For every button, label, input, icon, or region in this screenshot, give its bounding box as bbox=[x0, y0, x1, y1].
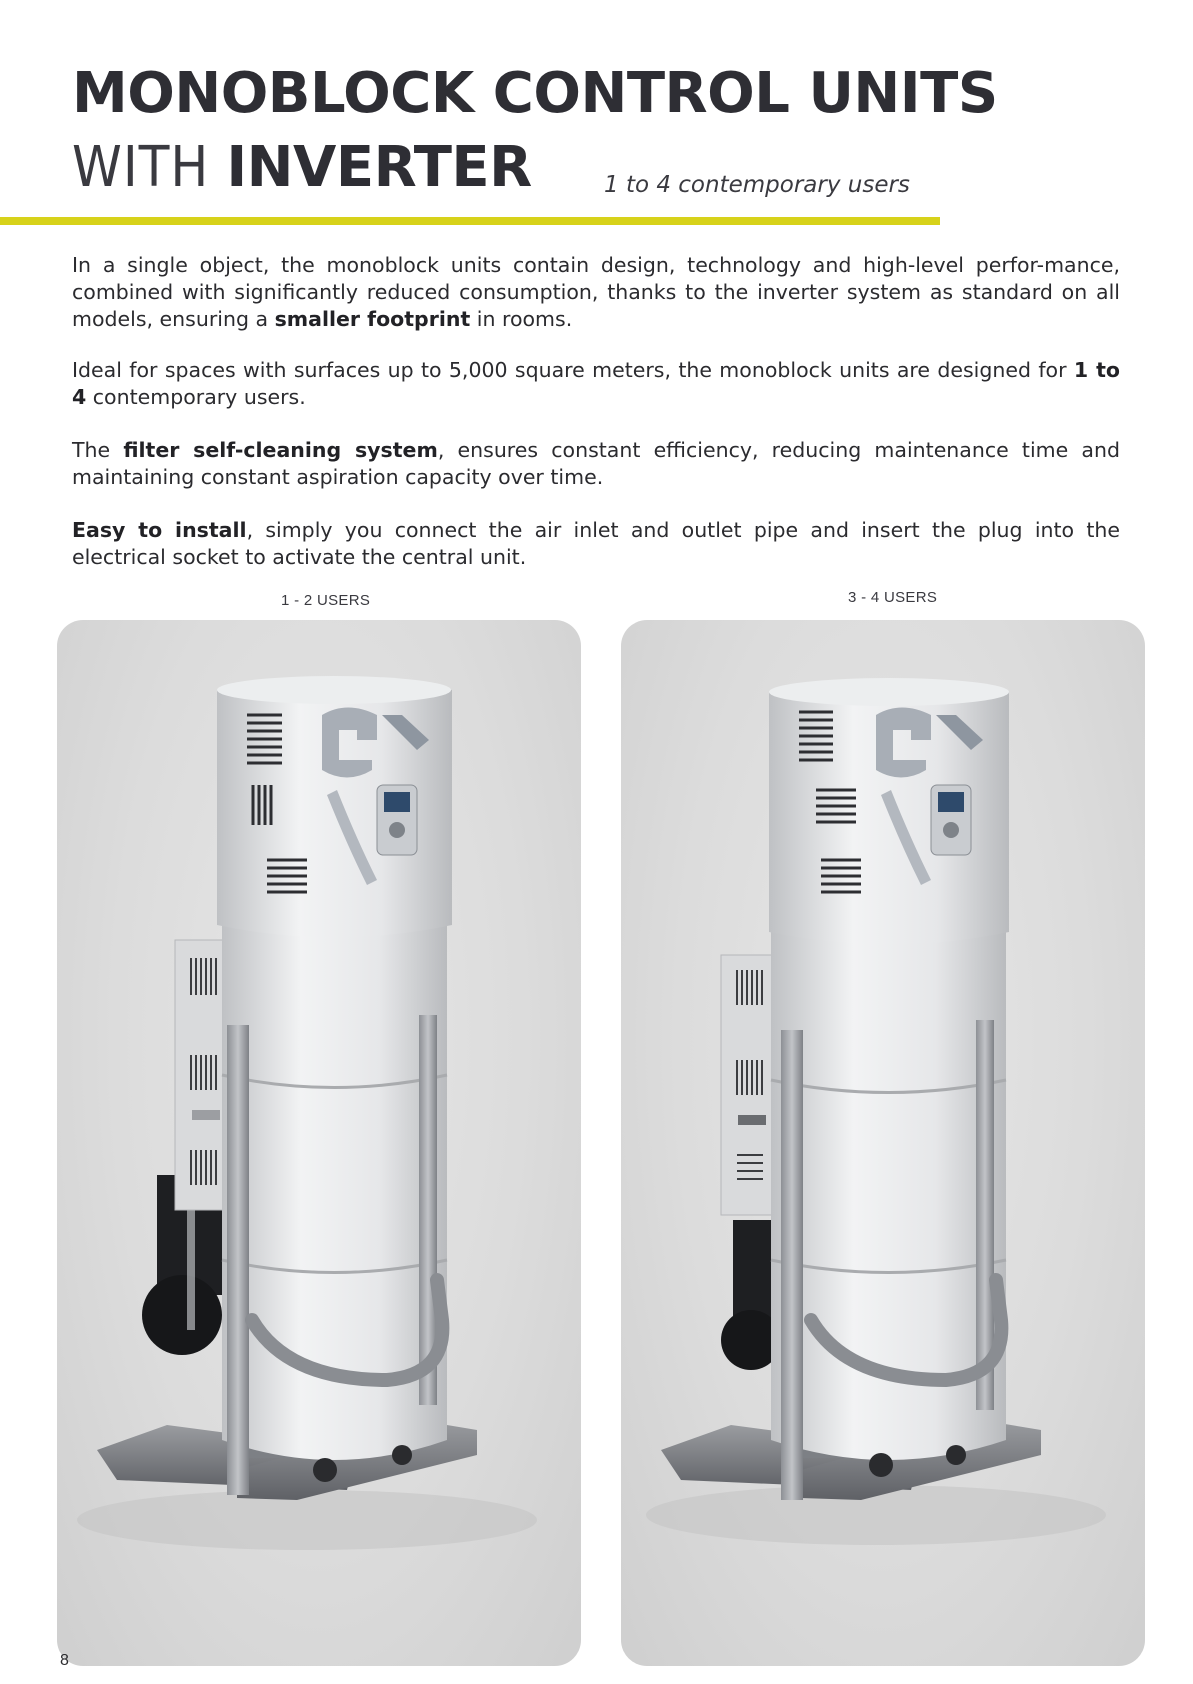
paragraph-intro bbox=[72, 252, 1120, 333]
page-title-light: WITH bbox=[72, 135, 227, 200]
page-number: 8 bbox=[60, 1652, 69, 1669]
paragraph-spaces bbox=[72, 357, 1120, 411]
paragraph-install bbox=[72, 517, 1120, 571]
product-photo-3-4-users bbox=[621, 620, 1145, 1666]
paragraph-intro-text: In a single object, the monoblock units contain design, technology and high-level perfor-mance, combined with significantly reduced consumption, thanks to the inverter system as standard on all models, ensuring a bbox=[72, 253, 1120, 331]
page-subtitle: 1 to 4 contemporary users bbox=[604, 172, 910, 198]
paragraph-install-bold: Easy to install bbox=[72, 518, 247, 542]
paragraph-filter-bold: filter self-cleaning system bbox=[123, 438, 438, 462]
paragraph-intro-end: in rooms. bbox=[470, 307, 573, 331]
page-title-line-2 bbox=[72, 135, 532, 200]
paragraph-install-end: , simply you connect the air inlet and outlet pipe and insert the plug into the electrical socket to activate the central unit. bbox=[72, 518, 1120, 569]
paragraph-spaces-bold: 1 to 4 bbox=[72, 358, 1120, 409]
paragraph-filter-end: , ensures constant efficiency, reducing maintenance time and maintaining constant aspiration capacity over time. bbox=[72, 438, 1120, 489]
paragraph-filter-text: The bbox=[72, 438, 124, 462]
product-caption-1-2-users: 1 - 2 USERS bbox=[281, 592, 371, 609]
product-caption-3-4-users: 3 - 4 USERS bbox=[848, 589, 938, 606]
page-title-line-1: MONOBLOCK CONTROL UNITS bbox=[72, 61, 998, 126]
accent-underline bbox=[0, 217, 940, 225]
paragraph-spaces-text: Ideal for spaces with surfaces up to 5,000 square meters, the monoblock units are designed for bbox=[72, 358, 1074, 382]
paragraph-filter bbox=[72, 437, 1120, 491]
page-title-bold: INVERTER bbox=[226, 135, 532, 200]
product-photo-1-2-users bbox=[57, 620, 581, 1666]
paragraph-intro-bold: smaller footprint bbox=[274, 307, 471, 331]
paragraph-spaces-end: contemporary users. bbox=[86, 385, 306, 409]
